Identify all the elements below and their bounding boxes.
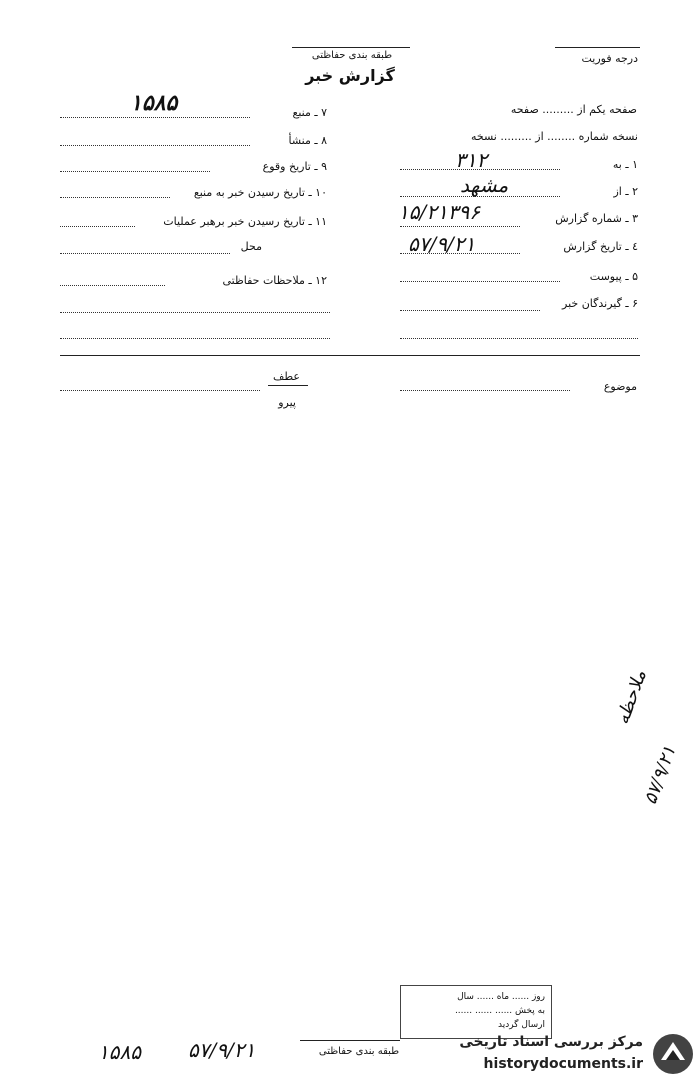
subject-label: موضوع (603, 380, 637, 393)
stamp-line-1: روز ...... ماه ...... سال (457, 992, 545, 1002)
page-number-line: صفحه یکم از ......... صفحه (510, 103, 637, 116)
classification-footer: طبقه بندی حفاظتی (318, 1046, 400, 1057)
to-label: ۱ ـ به (612, 158, 638, 171)
origin-label: ۸ ـ منشأ (288, 134, 327, 147)
report-date-value: ۵۷/۹/۲۱ (408, 232, 476, 256)
margin-note-date: ۵۷/۹/۲۱ (640, 743, 681, 808)
source-label: ۷ ـ منبع (292, 106, 327, 119)
report-number-value: ۱۵/۲۱۳۹۶ (398, 200, 480, 224)
security-notes-label: ۱۲ ـ ملاحظات حفاظتی (222, 274, 327, 287)
stamp-line-2: به پخش ...... ...... ...... (454, 1006, 545, 1016)
peyro-label: پیرو (278, 396, 296, 409)
watermark-site: historydocuments.ir (483, 1056, 643, 1072)
priority-label: درجه فوریت (581, 52, 638, 65)
section-divider (60, 355, 640, 356)
atf-label: عطف (273, 370, 300, 383)
report-title: گزارش خبر (305, 66, 395, 85)
recipients-label: ۶ ـ گیرندگان خبر (562, 297, 638, 310)
footer-left-mark: ۱۵۸۵ (98, 1040, 141, 1064)
to-value: ۳۱۲ (455, 148, 488, 172)
copy-number-line: نسخه شماره ........ از ......... نسخه (470, 130, 638, 143)
footer-rule (300, 1040, 400, 1041)
location-label: محل (240, 240, 262, 253)
date-reached-leader-label: ۱۱ ـ تاریخ رسیدن خبر برهبر عملیات (163, 215, 327, 228)
attachment-label: ۵ ـ پیوست (589, 270, 638, 283)
priority-rule (555, 47, 640, 48)
watermark (420, 1030, 695, 1085)
margin-note-initial: ملاحظه (612, 667, 651, 728)
date-reached-source-label: ۱۰ ـ تاریخ رسیدن خبر به منبع (193, 186, 327, 199)
header-top-rule (292, 47, 410, 48)
watermark-org: مرکز بررسی اسناد تاریخی (459, 1034, 643, 1050)
occurrence-date-label: ۹ ـ تاریخ وقوع (262, 160, 327, 173)
from-value: مشهد (460, 173, 509, 197)
stamp-line-3: ارسال گردید (497, 1020, 545, 1030)
atf-rule (268, 385, 308, 386)
classification-header: طبقه بندی حفاظتی (311, 50, 393, 61)
source-value: ۱۵۸۵ (130, 90, 178, 116)
from-label: ۲ ـ از (613, 185, 638, 198)
footer-doc-code: ۵۷/۹/۲۱ (188, 1038, 256, 1062)
report-date-label: ٤ ـ تاریخ گزارش (563, 240, 638, 253)
report-number-label: ۳ ـ شماره گزارش (555, 212, 638, 225)
archive-logo-icon (651, 1032, 695, 1076)
